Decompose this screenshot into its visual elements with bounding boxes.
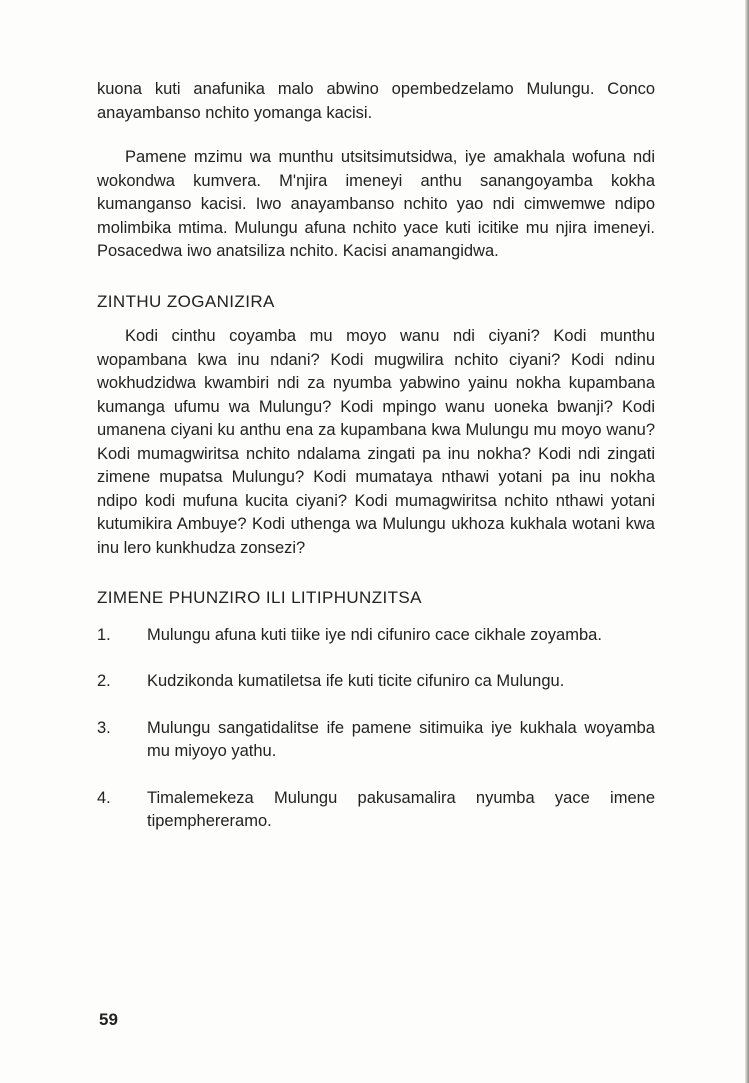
list-item-text: Mulungu afuna kuti tiike iye ndi cifuniro cace cikhale zoyamba. bbox=[147, 625, 602, 644]
list-item-number: 2. bbox=[97, 672, 111, 690]
list-item-number: 3. bbox=[97, 718, 111, 737]
list-item bbox=[97, 787, 655, 834]
reflection-questions: Kodi cinthu coyamba mu moyo wanu ndi ciyani? Kodi munthu wopambana kwa inu ndani? Kodi mugwilira nchito ciyani? Kodi ndinu wokhudzidwa kwambiri ndi za nyumba yabwino yainu nokha kupambana kumanga ufumu wa Mulungu? Kodi mpingo wanu uoneka bwanji? Kodi umanena ciyani ku anthu ena za kupambana kwa Mulungu mu moyo wanu? Kodi mumagwiritsa nchito ndalama zingati pa inu nokha? Kodi ndi zingati zimene mupatsa Mulungu? Kodi mumataya nthawi yotani pa inu nokha ndipo kodi mufuna kucita ciyani? Kodi mumagwiritsa nchito nthawi yotani kutumikira Ambuye? Kodi uthenga wa Mulungu ukhoza kukhala wotani kwa inu lero kunkhudza zonsezi? bbox=[97, 327, 655, 557]
list-item-text: Kudzikonda kumatiletsa ife kuti ticite cifuniro ca Mulungu. bbox=[147, 672, 565, 690]
list-item bbox=[97, 717, 655, 764]
paragraph-continued: kuona kuti anafunika malo abwino opembedzelamo Mulungu. Conco anayambanso nchito yomanga kacisi. bbox=[97, 80, 655, 122]
list-item-text: Mulungu sangatidalitse ife pamene sitimuika iye kukhala woyamba mu miyoyo yathu. bbox=[147, 718, 655, 760]
page-content bbox=[97, 78, 655, 857]
section-heading-lessons: ZIMENE PHUNZIRO ILI LITIPHUNZITSA bbox=[97, 588, 422, 607]
list-item bbox=[97, 624, 655, 648]
binding-edge bbox=[745, 0, 749, 1083]
list-item-number: 4. bbox=[97, 788, 111, 807]
list-item-number: 1. bbox=[97, 625, 111, 644]
page-number: 59 bbox=[99, 1010, 118, 1029]
lesson-list bbox=[97, 624, 655, 834]
list-item-text: Timalemekeza Mulungu pakusamalira nyumba yace imene tipemphereramo. bbox=[147, 788, 655, 830]
paragraph-spirit: Pamene mzimu wa munthu utsitsimutsidwa, iye amakhala wofuna ndi wokondwa kumvera. M'njira imeneyi anthu sanangoyamba kokha kumanganso kacisi. Iwo anayambanso nchito yao ndi cimwemwe ndipo molimbika mtima. Mulungu afuna nchito yace kuti icitike mu njira imeneyi. Posacedwa iwo anatsiliza nchito. Kacisi anamangidwa. bbox=[97, 148, 655, 260]
section-heading-think: ZINTHU ZOGANIZIRA bbox=[97, 291, 275, 311]
list-item bbox=[97, 670, 655, 694]
